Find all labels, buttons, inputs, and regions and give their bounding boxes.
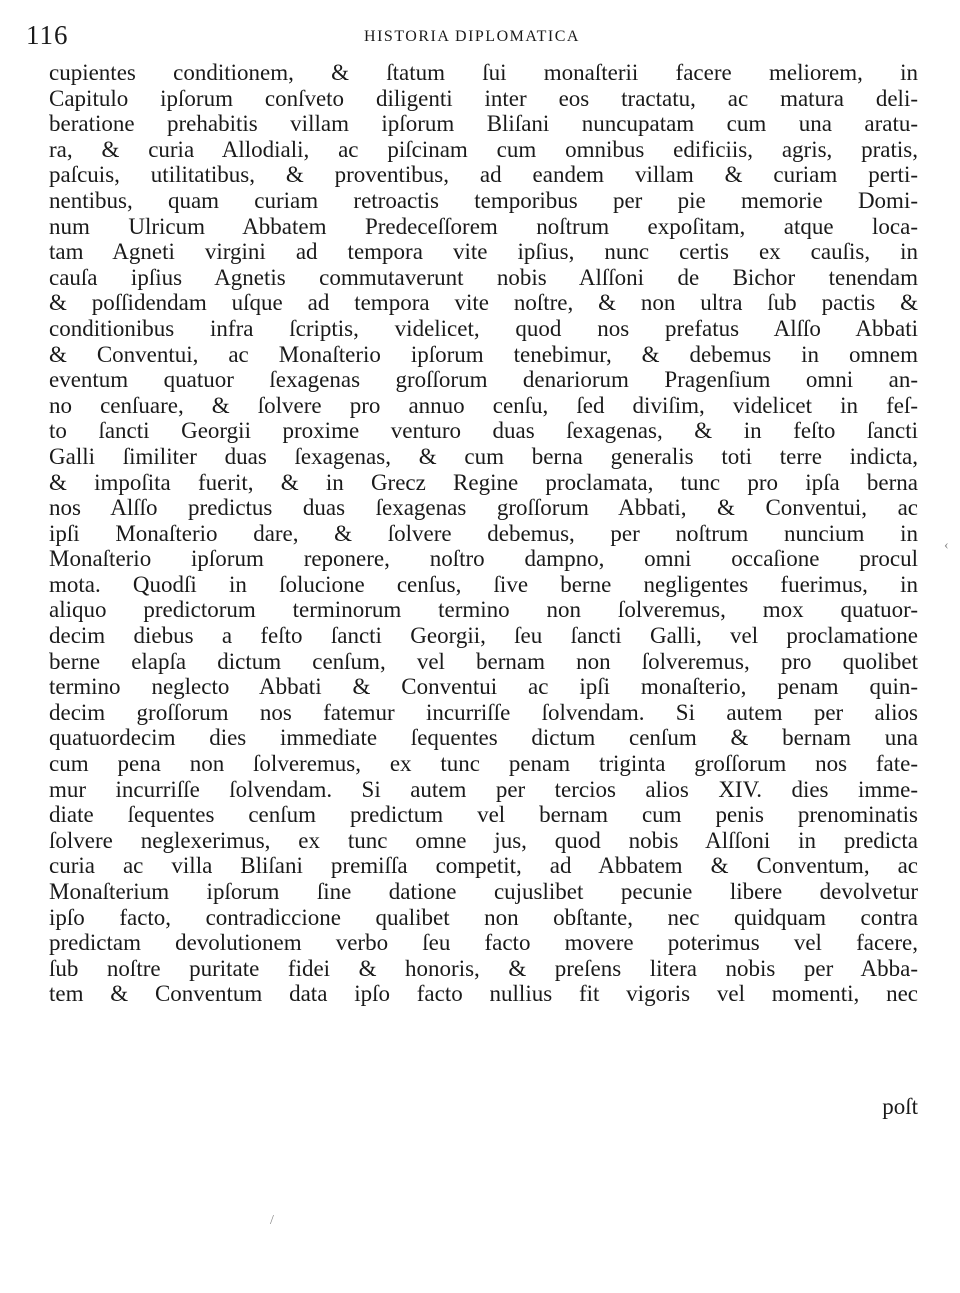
text-line: to ſancti Georgii proxime venturo duas ſexagenas, & in feſto ſancti bbox=[49, 418, 918, 444]
text-line: decim diebus a feſto ſancti Georgii, ſeu ſancti Galli, vel proclamatione bbox=[49, 623, 918, 649]
text-line: conditionibus infra ſcriptis, videlicet, quod nos prefatus Alſſo Abbati bbox=[49, 315, 918, 341]
text-line: ipſi Monaſterio dare, & ſolvere debemus, per noſtrum nuncium in bbox=[49, 520, 918, 546]
catchword: poſt bbox=[882, 1094, 918, 1119]
text-line: mur incurriſſe ſolvendam. Si autem per tercios alios XIV. dies imme- bbox=[49, 776, 918, 802]
text-line: nos Alſſo predictus duas ſexagenas groſſorum Abbati, & Conventui, ac bbox=[49, 495, 918, 521]
body-text bbox=[49, 60, 918, 1007]
text-line: eventum quatuor ſexagenas groſſorum denariorum Pragenſium omni an- bbox=[49, 367, 918, 393]
text-line: beratione prehabitis villam ipſorum Bliſani nuncupatam cum una aratu- bbox=[49, 111, 918, 137]
stray-mark: / bbox=[270, 1213, 274, 1228]
text-line: & poſſidendam uſque ad tempora vite noſtre, & non ultra ſub pactis & bbox=[49, 290, 918, 316]
text-line: paſcuis, utilitatibus, & proventibus, ad eandem villam & curiam perti- bbox=[49, 162, 918, 188]
page-number: 116 bbox=[26, 20, 69, 50]
text-line: berne elapſa dictum cenſum, vel bernam non ſolveremus, pro quolibet bbox=[49, 648, 918, 674]
text-line: ſolvere neglexerimus, ex tunc omne jus, quod nobis Alſſoni in predicta bbox=[49, 827, 918, 853]
text-line: diate ſequentes cenſum predictum vel bernam cum penis prenominatis bbox=[49, 802, 918, 828]
text-line: Capitulo ipſorum conſveto diligenti inter eos tractatu, ac matura deli- bbox=[49, 85, 918, 111]
text-line: cupientes conditionem, & ſtatum ſui monaſterii facere meliorem, in bbox=[49, 60, 918, 85]
text-line: termino neglecto Abbati & Conventui ac ipſi monaſterio, penam quin- bbox=[49, 674, 918, 700]
text-line: tam Agneti virgini ad tempora vite ipſius, nunc certis ex cauſis, in bbox=[49, 239, 918, 265]
text-line: curia ac villa Bliſani premiſſa competit, ad Abbatem & Conventum, ac bbox=[49, 853, 918, 879]
text-line: & Conventui, ac Monaſterio ipſorum tenebimur, & debemus in omnem bbox=[49, 341, 918, 367]
text-line: nentibus, quam curiam retroactis temporibus per pie memorie Domi- bbox=[49, 187, 918, 213]
text-line: & impoſita fuerit, & in Grecz Regine proclamata, tunc pro ipſa berna bbox=[49, 469, 918, 495]
running-title: HISTORIA DIPLOMATICA bbox=[364, 28, 580, 45]
text-line: ra, & curia Allodiali, ac piſcinam cum omnibus edificiis, agris, pratis, bbox=[49, 136, 918, 162]
text-line: ipſo facto, contradiccione qualibet non obſtante, nec quidquam contra bbox=[49, 904, 918, 930]
text-line: Galli ſimiliter duas ſexagenas, & cum berna generalis toti terre indicta, bbox=[49, 443, 918, 469]
text-line: num Ulricum Abbatem Predeceſſorem noſtrum expoſitam, atque loca- bbox=[49, 213, 918, 239]
text-line: aliquo predictorum terminorum termino non ſolveremus, mox quatuor- bbox=[49, 597, 918, 623]
text-line: Monaſterio ipſorum reponere, noſtro dampno, omni occaſione procul bbox=[49, 546, 918, 572]
text-line: ſub noſtre puritate fidei & honoris, & preſens litera nobis per Abba- bbox=[49, 955, 918, 981]
text-line: quatuordecim dies immediate ſequentes dictum cenſum & bernam una bbox=[49, 725, 918, 751]
text-line: decim groſſorum nos fatemur incurriſſe ſolvendam. Si autem per alios bbox=[49, 699, 918, 725]
text-line: mota. Quodſi in ſolucione cenſus, ſive berne negligentes fuerimus, in bbox=[49, 571, 918, 597]
text-line: cum pena non ſolveremus, ex tunc penam triginta groſſorum nos fate- bbox=[49, 751, 918, 777]
text-line: Monaſterium ipſorum ſine datione cujuslibet pecunie libere devolvetur bbox=[49, 879, 918, 904]
text-line: tem & Conventum data ipſo facto nullius fit vigoris vel momenti, nec bbox=[49, 981, 918, 1007]
text-line: no cenſuare, & ſolvere pro annuo cenſu, ſed diviſim, videlicet in feſ- bbox=[49, 392, 918, 418]
text-line: cauſa ipſius Agnetis commutaverunt nobis Alſſoni de Bichor tenendam bbox=[49, 264, 918, 290]
text-line: predictam devolutionem verbo ſeu facto movere poterimus vel facere, bbox=[49, 930, 918, 956]
margin-mark: ‹ bbox=[944, 538, 949, 553]
page-header bbox=[26, 20, 918, 54]
